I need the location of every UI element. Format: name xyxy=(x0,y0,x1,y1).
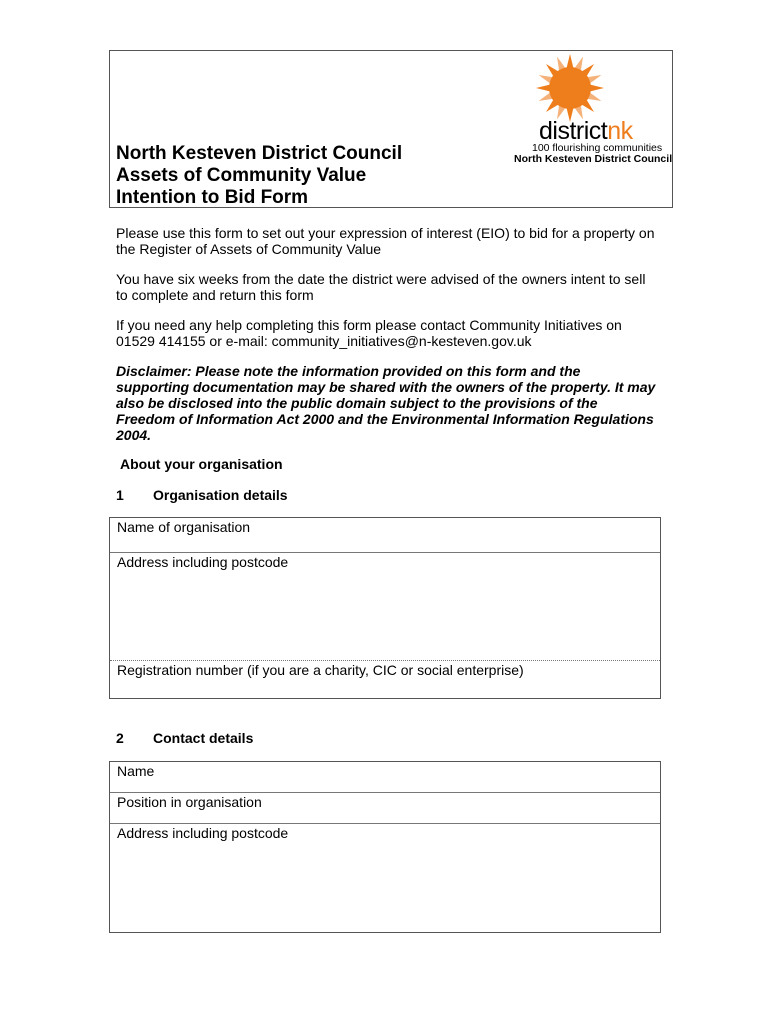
section-2-title: Contact details xyxy=(153,730,254,746)
section-2-number: 2 xyxy=(116,730,124,746)
field-contact-name[interactable] xyxy=(110,762,660,793)
sun-logo-icon xyxy=(510,52,670,122)
logo-council-name: North Kesteven District Council xyxy=(514,153,673,165)
sun-ray xyxy=(590,85,604,92)
organisation-details-table xyxy=(109,517,661,699)
contact-details-table xyxy=(109,761,661,933)
title-line-2: Assets of Community Value xyxy=(116,165,367,186)
about-heading: About your organisation xyxy=(120,456,283,472)
field-contact-position[interactable] xyxy=(110,793,660,824)
intro-paragraph-2: You have six weeks from the date the district were advised of the owners intent to sell to complete and return this form xyxy=(116,271,646,303)
field-organisation-address[interactable] xyxy=(110,553,660,661)
field-organisation-name[interactable] xyxy=(110,518,660,553)
sun-core xyxy=(549,67,591,109)
title-line-3: Intention to Bid Form xyxy=(116,187,309,208)
field-label: Name xyxy=(117,763,155,779)
page-title xyxy=(116,143,402,209)
logo-tagline: 100 flourishing communities xyxy=(532,142,663,154)
intro-paragraph-3: If you need any help completing this form please contact Community Initiatives on 01529 414155 or e-mail: community_initiatives@n-kesteven.gov.uk xyxy=(116,317,622,349)
logo-brand-accent: nk xyxy=(607,117,633,145)
section-1-number: 1 xyxy=(116,487,124,503)
title-line-1: North Kesteven District Council xyxy=(116,143,403,164)
section-1-title: Organisation details xyxy=(153,487,288,503)
logo-brand xyxy=(539,118,633,144)
field-label: Address including postcode xyxy=(117,825,289,841)
sun-ray xyxy=(536,85,550,92)
disclaimer: Disclaimer: Please note the information provided on this form and the supporting documentation may be shared with the owners of the property. It may also be disclosed into the public domain subject to the provisions of the Freedom of Information Act 2000 and the Environmental Information Regulations 2004. xyxy=(116,363,656,443)
field-label: Position in organisation xyxy=(117,794,262,810)
sun-ray xyxy=(567,54,574,68)
intro-paragraph-1: Please use this form to set out your expression of interest (EIO) to bid for a property on the Register of Assets of Community Value xyxy=(116,225,655,257)
field-contact-address[interactable] xyxy=(110,824,660,932)
field-label: Name of organisation xyxy=(117,519,251,535)
field-label: Address including postcode xyxy=(117,554,289,570)
field-label: Registration number (if you are a charity, CIC or social enterprise) xyxy=(117,662,524,678)
field-registration-number[interactable] xyxy=(110,661,660,698)
district-nk-logo xyxy=(510,52,673,172)
logo-brand-dark: district xyxy=(539,117,608,145)
